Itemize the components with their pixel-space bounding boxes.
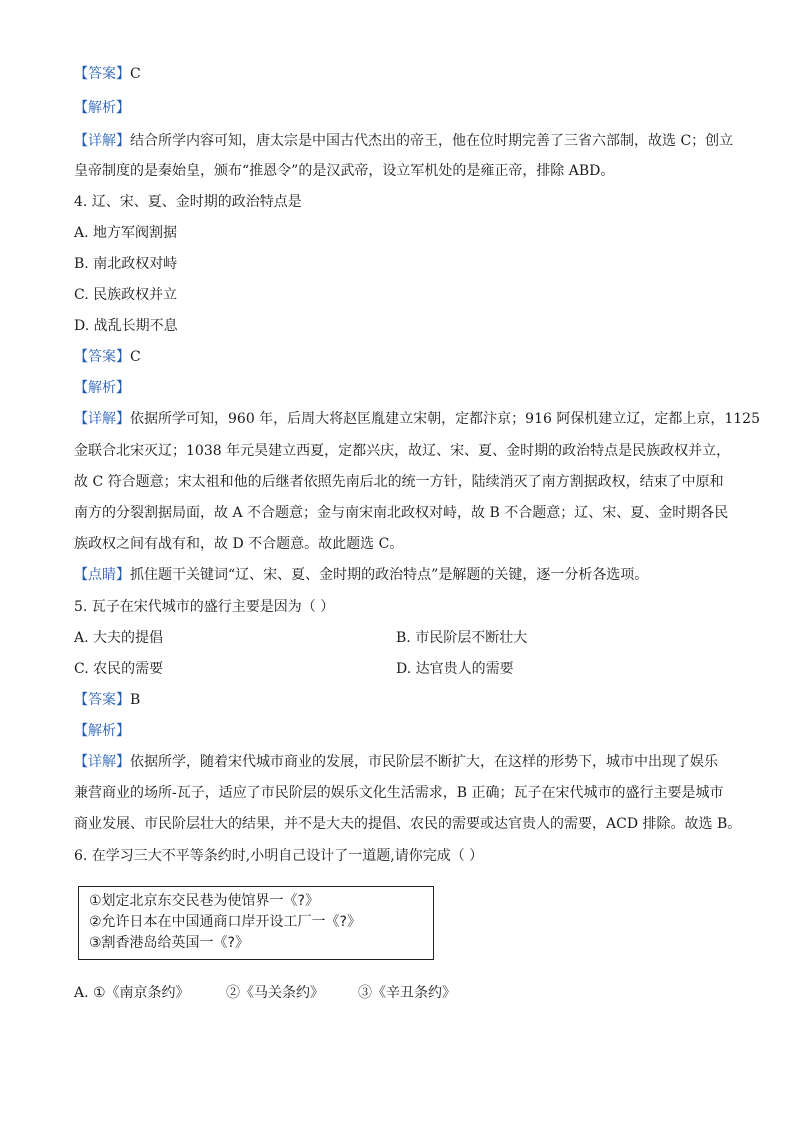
answer-value: C bbox=[130, 349, 141, 365]
q6-option-a-part-2: ②《马关条约》 bbox=[226, 985, 324, 1001]
q4-detail-line-2: 金联合北宋灭辽；1038 年元昊建立西夏，定都兴庆，故辽、宋、夏、金时期的政治特点是民族政权并立， bbox=[74, 443, 731, 459]
q4-detail-line-3: 故 C 符合题意；宋太祖和他的后继者依照先南后北的统一方针，陆续消灭了南方割据政权，结束了中原和 bbox=[74, 474, 724, 490]
q4-option-d: D. 战乱长期不息 bbox=[74, 318, 178, 334]
q5-option-c: C. 农民的需要 bbox=[74, 661, 164, 677]
q4-detail-line-1: 【详解】依据所学可知，960 年，后周大将赵匡胤建立宋朝，定都汴京；916 阿保机建立辽，定都上京，1125 bbox=[74, 411, 760, 427]
q4-option-b: B. 南北政权对峙 bbox=[74, 256, 178, 272]
answer-tag: 【答案】 bbox=[74, 692, 130, 708]
q5-detail-line-3: 商业发展、市民阶层壮大的结果，并不是大夫的提倡、农民的需要或达官贵人的需要，ACD 排除。故选 B。 bbox=[74, 816, 742, 832]
q5-option-a: A. 大夫的提倡 bbox=[74, 630, 164, 646]
q4-point-line: 【点睛】抓住题干关键词“辽、宋、夏、金时期的政治特点”是解题的关键，逐一分析各选项。 bbox=[74, 567, 649, 583]
q4-option-a: A. 地方军阀割据 bbox=[74, 225, 178, 241]
q6-box-line-2: ②允许日本在中国通商口岸开设工厂一《?》 bbox=[89, 914, 361, 930]
q4-stem: 4. 辽、宋、夏、金时期的政治特点是 bbox=[74, 194, 302, 210]
answer-value: C bbox=[130, 66, 141, 82]
q4-option-c: C. 民族政权并立 bbox=[74, 287, 178, 303]
q4-analysis-tag: 【解析】 bbox=[74, 380, 130, 396]
q6-option-a-part-1: A. ①《南京条约》 bbox=[74, 985, 190, 1001]
point-tag: 【点睛】 bbox=[74, 567, 130, 583]
q4-detail-line-4: 南方的分裂割据局面，故 A 不合题意；金与南宋南北政权对峙，故 B 不合题意；辽、宋、夏、金时期各民 bbox=[74, 505, 729, 521]
q5-stem: 5. 瓦子在宋代城市的盛行主要是因为（ ） bbox=[74, 599, 335, 615]
q5-detail-line-1: 【详解】依据所学，随着宋代城市商业的发展，市民阶层不断扩大，在这样的形势下，城市中出现了娱乐 bbox=[74, 754, 718, 770]
q4-answer-line bbox=[74, 347, 724, 367]
q6-option-a-part-3: ③《辛丑条约》 bbox=[358, 985, 456, 1001]
q6-box-line-3: ③割香港岛给英国一《?》 bbox=[89, 935, 249, 951]
q6-box-line-1: ①划定北京东交民巷为使馆界一《?》 bbox=[89, 893, 319, 909]
q3-detail-line-1: 【详解】结合所学内容可知，唐太宗是中国古代杰出的帝王，他在位时期完善了三省六部制，故选 C；创立 bbox=[74, 133, 734, 149]
q6-stem: 6. 在学习三大不平等条约时,小明自己设计了一道题,请你完成（ ） bbox=[74, 848, 484, 864]
q6-question-box bbox=[78, 886, 434, 960]
q3-analysis-tag: 【解析】 bbox=[74, 100, 130, 116]
q5-option-b: B. 市民阶层不断壮大 bbox=[396, 630, 528, 646]
answer-value: B bbox=[130, 692, 141, 708]
q5-analysis-tag: 【解析】 bbox=[74, 723, 130, 739]
answer-tag: 【答案】 bbox=[74, 66, 130, 82]
q5-option-d: D. 达官贵人的需要 bbox=[396, 661, 514, 677]
q3-detail-line-2: 皇帝制度的是秦始皇，颁布“推恩令”的是汉武帝，设立军机处的是雍正帝，排除 ABD。 bbox=[74, 163, 615, 179]
answer-tag: 【答案】 bbox=[74, 349, 130, 365]
q4-detail-line-5: 族政权之间有战有和，故 D 不合题意。故此题选 C。 bbox=[74, 536, 404, 552]
q3-answer-line bbox=[74, 64, 724, 84]
q5-answer-line bbox=[74, 690, 724, 710]
q5-detail-line-2: 兼营商业的场所-瓦子，适应了市民阶层的娱乐文化生活需求，B 正确；瓦子在宋代城市的盛行主要是城市 bbox=[74, 785, 724, 801]
